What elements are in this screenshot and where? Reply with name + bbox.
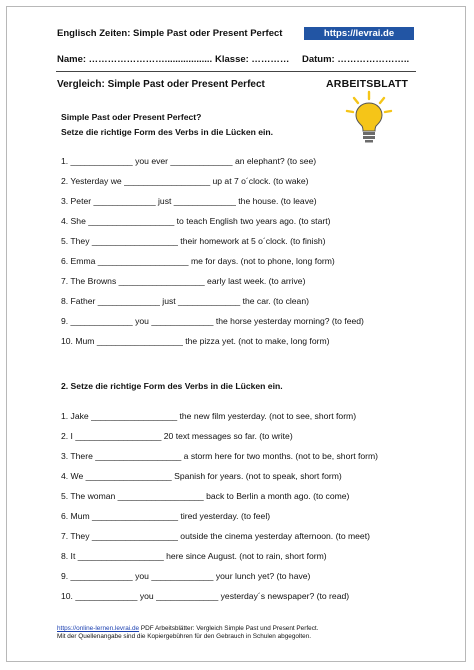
footer-link[interactable]: https://online-lernen.levrai.de [57,625,140,632]
name-field: Name: …………………….................. [57,54,213,65]
exercise2-item: 8. It __________________ here since August. (not to rain, short form) [61,551,327,561]
section-title: Vergleich: Simple Past oder Present Perfect [57,79,265,90]
header-divider [56,71,416,72]
exercise2-item: 10. _____________ you _____________ yesterday´s newspaper? (to read) [61,591,350,601]
exercise2-item: 2. I __________________ 20 text messages so far. (to write) [61,431,293,441]
exercise1-item: 9. _____________ you _____________ the horse yesterday morning? (to feed) [61,316,364,326]
exercise1-item: 1. _____________ you ever _____________ an elephant? (to see) [61,156,317,166]
page-frame [6,6,466,662]
exercise1-item: 2. Yesterday we __________________ up at 7 o´clock. (to wake) [61,176,309,186]
worksheet-header-title: Englisch Zeiten: Simple Past oder Present Perfect [57,28,283,39]
exercise1-item: 8. Father _____________ just _____________ the car. (to clean) [61,296,309,306]
exercise1-heading: Simple Past oder Present Perfect? [61,112,202,122]
arbeitsblatt-label: ARBEITSBLATT [326,78,409,90]
exercise1-item: 10. Mum __________________ the pizza yet. (not to make, long form) [61,336,330,346]
exercise1-item: 7. The Browns __________________ early last week. (to arrive) [61,276,306,286]
exercise2-item: 6. Mum __________________ tired yesterday. (to feel) [61,511,271,521]
exercise1-item: 6. Emma ___________________ me for days. (not to phone, long form) [61,256,335,266]
exercise2-item: 1. Jake __________________ the new film yesterday. (not to see, short form) [61,411,357,421]
footer-text-1: PDF Arbeitsblätter: Vergleich Simple Past und Present Perfect. [139,625,319,632]
exercise2-item: 5. The woman __________________ back to Berlin a month ago. (to come) [61,491,350,501]
exercise1-item: 3. Peter _____________ just _____________ the house. (to leave) [61,196,317,206]
exercise1-item: 5. They __________________ their homework at 5 o´clock. (to finish) [61,236,326,246]
exercise1-item: 4. She __________________ to teach English two years ago. (to start) [61,216,331,226]
footer-text-2: Mit der Quellenangabe sind die Kopiergebühren für den Gebrauch in Schulen abgegolten. [57,633,312,640]
exercise2-item: 9. _____________ you _____________ your lunch yet? (to have) [61,571,311,581]
footer-line-1 [57,625,318,632]
exercise2-instruction: 2. Setze die richtige Form des Verbs in die Lücken ein. [61,381,283,391]
datum-field: Datum: ………………….. [302,54,410,65]
header-link[interactable]: https://levrai.de [304,27,414,40]
exercise1-instruction: Setze die richtige Form des Verbs in die Lücken ein. [61,127,274,137]
klasse-field: Klasse: ………… [215,54,290,65]
lightbulb-icon [344,90,394,144]
exercise2-item: 4. We __________________ Spanish for years. (not to speak, short form) [61,471,342,481]
exercise2-item: 7. They __________________ outside the cinema yesterday afternoon. (to meet) [61,531,370,541]
exercise2-item: 3. There __________________ a storm here for two months. (not to be, short form) [61,451,379,461]
